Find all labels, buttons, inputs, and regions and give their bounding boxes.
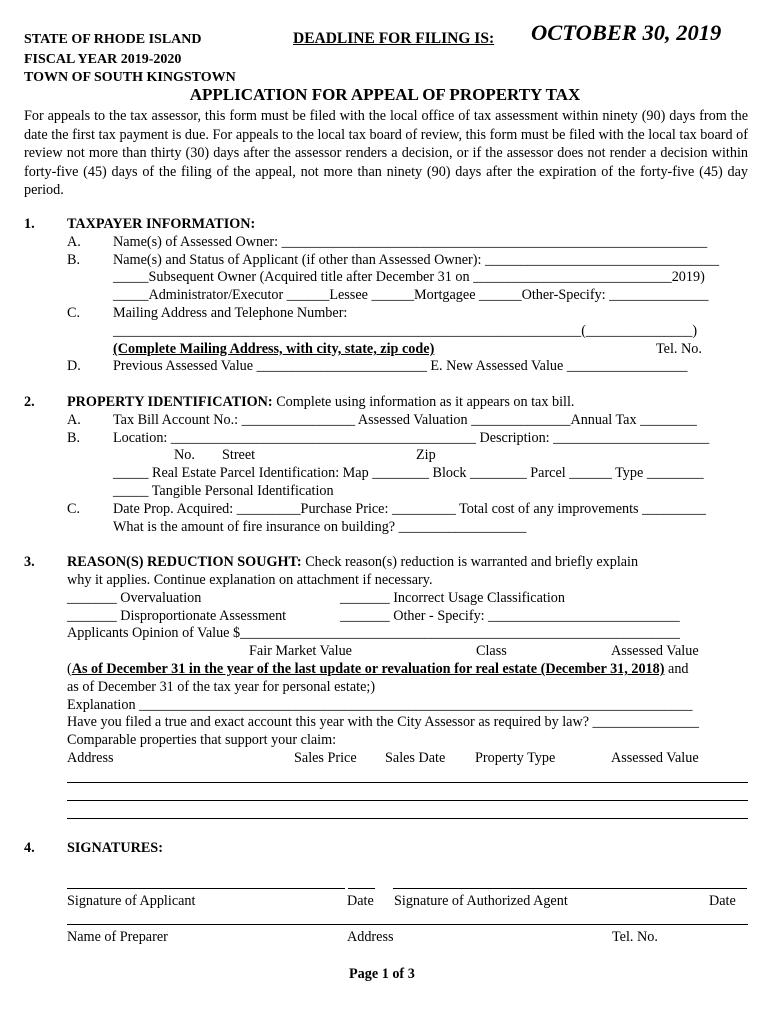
item-2c-letter: C.	[67, 501, 81, 517]
tel-no-label: Tel. No.	[656, 341, 702, 357]
comparable-row-line[interactable]	[67, 782, 748, 783]
location-zip-caption: Zip	[416, 447, 436, 463]
disproportionate-checkbox[interactable]: _______ Disproportionate Assessment	[67, 608, 287, 624]
assessed-owner-field[interactable]: Name(s) of Assessed Owner: ____________________________________________________________	[113, 234, 708, 250]
preparer-address-label: Address	[347, 929, 394, 945]
name-of-preparer-label: Name of Preparer	[67, 929, 168, 945]
item-2b-letter: B.	[67, 430, 81, 446]
state-name: STATE OF RHODE ISLAND	[24, 32, 202, 47]
page-number: Page 1 of 3	[349, 966, 415, 982]
section-1-heading: TAXPAYER INFORMATION:	[67, 216, 256, 232]
agent-signature-line[interactable]	[393, 888, 747, 889]
opinion-of-value-field[interactable]: Applicants Opinion of Value $______________________________________________________________	[67, 625, 680, 641]
preparer-line[interactable]	[67, 924, 748, 925]
form-title: APPLICATION FOR APPEAL OF PROPERTY TAX	[189, 85, 581, 104]
fire-insurance-field[interactable]: What is the amount of fire insurance on building? __________________	[113, 519, 527, 535]
explanation-field[interactable]: Explanation ______________________________________________________________________________	[67, 697, 693, 713]
town-name: TOWN OF SOUTH KINGSTOWN	[24, 70, 236, 85]
applicant-status-field[interactable]: Name(s) and Status of Applicant (if other than Assessed Owner): _________________________________	[113, 252, 720, 268]
section-2-heading: PROPERTY IDENTIFICATION: Complete using information as it appears on tax bill.	[67, 394, 575, 410]
column-sales-date: Sales Date	[385, 750, 446, 766]
parcel-identification-field[interactable]: _____ Real Estate Parcel Identification: Map ________ Block ________ Parcel ______ Type ________	[113, 465, 704, 481]
class-caption: Class	[476, 643, 507, 659]
as-of-note: (As of December 31 in the year of the last update or revaluation for real estate (December 31, 2018) and	[67, 661, 689, 677]
item-1a-letter: A.	[67, 234, 81, 250]
intro-paragraph: For appeals to the tax assessor, this form must be filed with the local office of tax assessment within ninety (90) days from the date the first tax payment is due. For appeals to the local tax board of review, this form must be filed with the local tax board of review not more than thirty (30) days after the assessor renders a decision, or if the assessor does not render a decision within forty-five (45) days of the filing of the appeal, not more than ninety (90) days after the expiration of the forty-five (45) day period.	[24, 108, 748, 199]
mailing-address-note: (Complete Mailing Address, with city, state, zip code)	[113, 341, 435, 357]
section-4-number: 4.	[24, 840, 35, 856]
item-1b-letter: B.	[67, 252, 81, 268]
mailing-address-label: Mailing Address and Telephone Number:	[113, 305, 348, 321]
fair-market-value-caption: Fair Market Value	[249, 643, 352, 659]
deadline-date: OCTOBER 30, 2019	[531, 20, 722, 45]
tax-bill-fields[interactable]: Tax Bill Account No.: ________________ Assessed Valuation ______________Annual Tax ________	[113, 412, 697, 428]
signature-of-agent-label: Signature of Authorized Agent	[394, 893, 568, 909]
deadline-label: DEADLINE FOR FILING IS:	[293, 30, 495, 47]
mailing-address-field[interactable]: __________________________________________________________________(_______________)	[113, 323, 698, 339]
location-description-fields[interactable]: Location: ___________________________________________ Description: ______________________	[113, 430, 710, 446]
applicant-date-line[interactable]	[348, 888, 375, 889]
location-no-caption: No.	[174, 447, 195, 463]
comparable-properties-label: Comparable properties that support your claim:	[67, 732, 337, 748]
item-1c-letter: C.	[67, 305, 81, 321]
item-1d-letter: D.	[67, 358, 81, 374]
item-2a-letter: A.	[67, 412, 81, 428]
true-account-question[interactable]: Have you filed a true and exact account this year with the City Assessor as required by law? _______________	[67, 714, 699, 730]
assessed-value-caption: Assessed Value	[611, 643, 699, 659]
section-3-heading: REASON(S) REDUCTION SOUGHT: Check reason(s) reduction is warranted and briefly explain	[67, 554, 639, 570]
tangible-identification-field[interactable]: _____ Tangible Personal Identification	[113, 483, 334, 499]
overvaluation-checkbox[interactable]: _______ Overvaluation	[67, 590, 202, 606]
column-sales-price: Sales Price	[294, 750, 357, 766]
assessed-value-fields[interactable]: Previous Assessed Value ________________________ E. New Assessed Value _________________	[113, 358, 688, 374]
comparable-row-line[interactable]	[67, 800, 748, 801]
column-assessed-value: Assessed Value	[611, 750, 699, 766]
comparable-row-line[interactable]	[67, 818, 748, 819]
subsequent-owner-field[interactable]: _____Subsequent Owner (Acquired title after December 31 on ____________________________2019)	[113, 269, 705, 285]
signature-of-applicant-label: Signature of Applicant	[67, 893, 196, 909]
preparer-tel-label: Tel. No.	[612, 929, 658, 945]
acquisition-fields[interactable]: Date Prop. Acquired: _________Purchase Price: _________ Total cost of any improvements _________	[113, 501, 706, 517]
applicant-type-options[interactable]: _____Administrator/Executor ______Lessee ______Mortgagee ______Other-Specify: ______________	[113, 287, 709, 303]
agent-date-label: Date	[709, 893, 736, 909]
section-3-number: 3.	[24, 554, 35, 570]
column-address: Address	[67, 750, 114, 766]
other-specify-field[interactable]: _______ Other - Specify: ___________________________	[340, 608, 680, 624]
incorrect-usage-checkbox[interactable]: _______ Incorrect Usage Classification	[340, 590, 565, 606]
section-2-number: 2.	[24, 394, 35, 410]
column-property-type: Property Type	[475, 750, 556, 766]
date-label: Date	[347, 893, 374, 909]
as-of-note-continued: as of December 31 of the tax year for personal estate;)	[67, 679, 376, 695]
section-1-number: 1.	[24, 216, 35, 232]
location-street-caption: Street	[222, 447, 256, 463]
section-3-instructions: why it applies. Continue explanation on attachment if necessary.	[67, 572, 433, 588]
applicant-signature-line[interactable]	[67, 888, 345, 889]
fiscal-year: FISCAL YEAR 2019-2020	[24, 52, 182, 67]
section-4-heading: SIGNATURES:	[67, 840, 163, 856]
